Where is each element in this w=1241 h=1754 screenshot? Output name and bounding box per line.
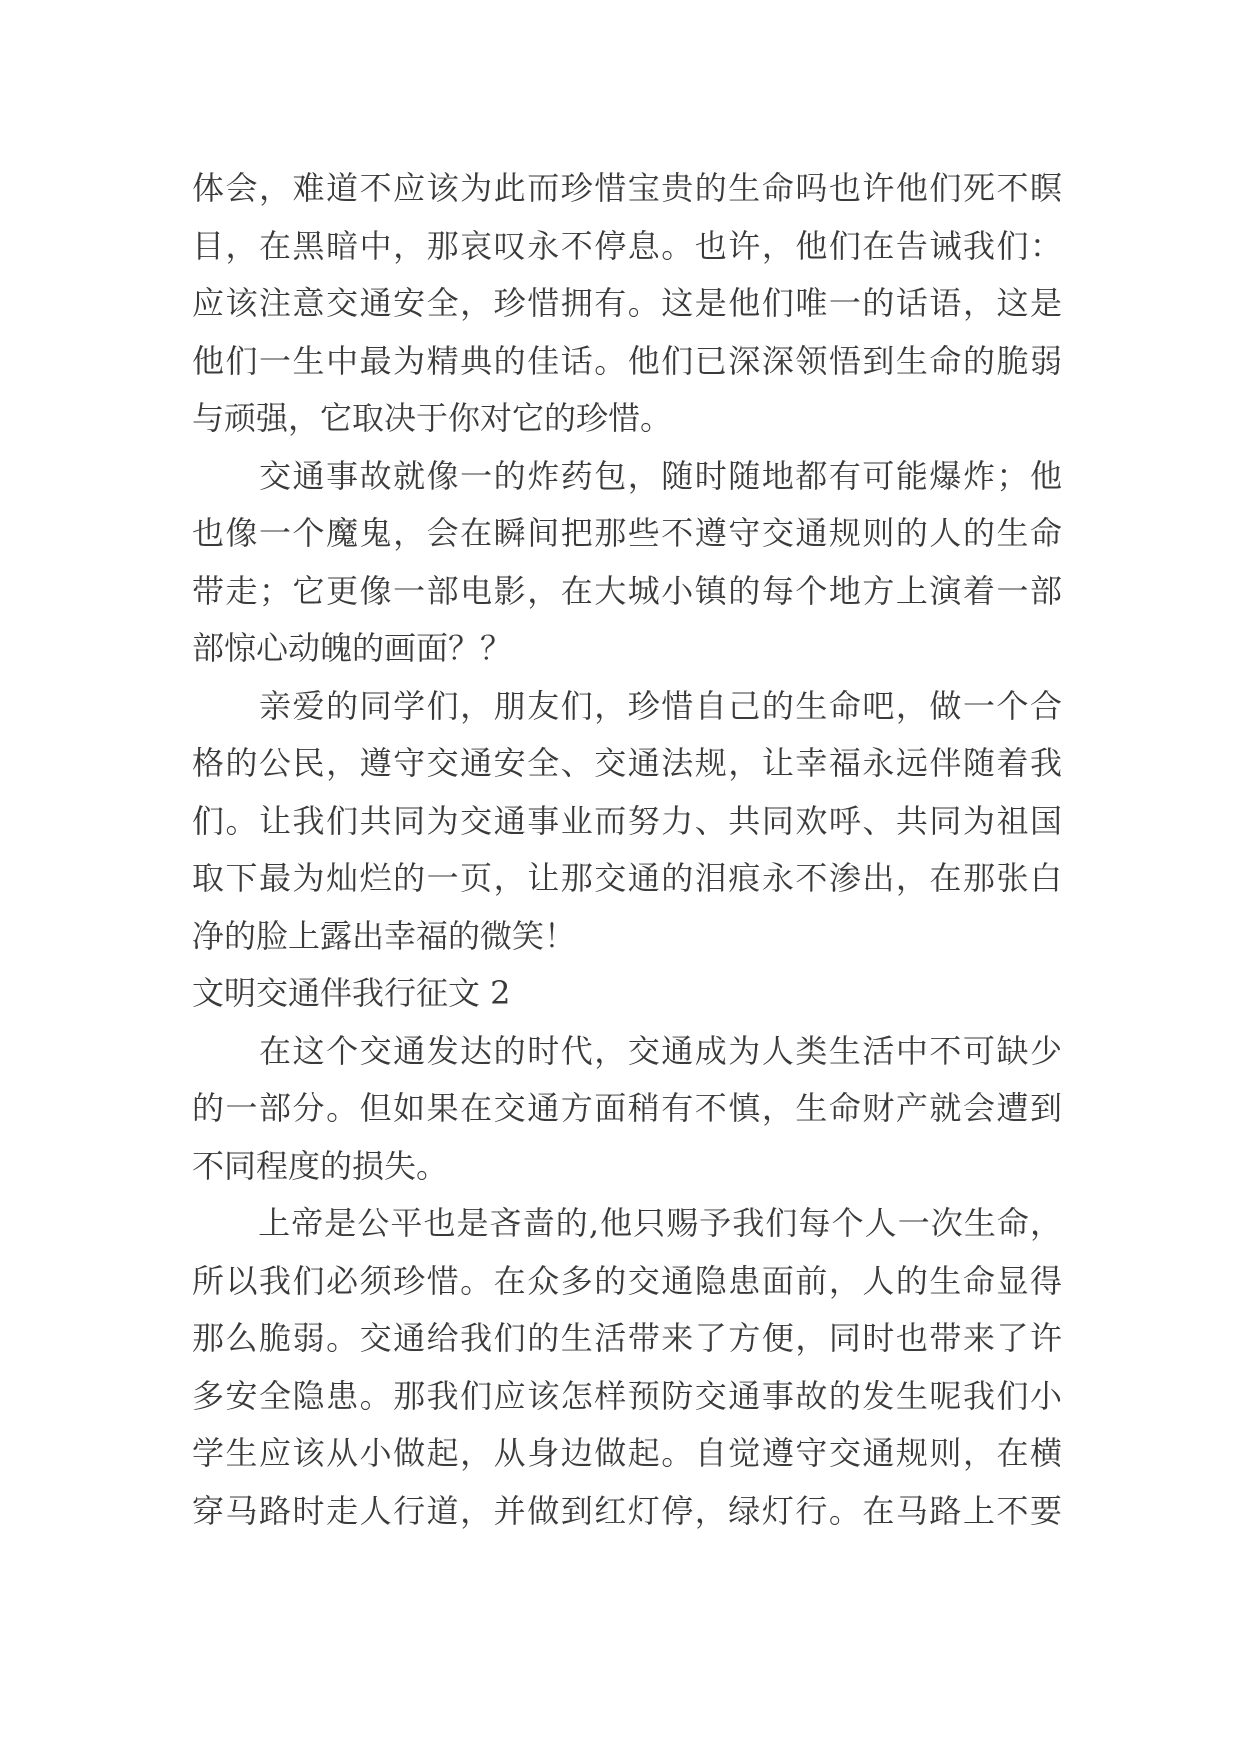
section-heading: 文明交通伴我行征文 2 [192, 974, 511, 1012]
text-line: 也像一个魔鬼，会在瞬间把那些不遵守交通规则的人的生命 [192, 514, 1062, 552]
text-line: 取下最为灿烂的一页，让那交通的泪痕永不渗出，在那张白 [192, 859, 1062, 897]
text-line: 体会，难道不应该为此而珍惜宝贵的生命吗也许他们死不瞑 [192, 169, 1062, 207]
text-line: 多安全隐患。那我们应该怎样预防交通事故的发生呢我们小 [192, 1376, 1062, 1415]
document-body [192, 160, 1062, 1540]
text-line: 亲爱的同学们，朋友们，珍惜自己的生命吧，做一个合 [192, 686, 1062, 725]
text-line: 部惊心动魄的画面？？ [192, 629, 513, 667]
text-line: 不同程度的损失。 [192, 1146, 449, 1185]
text-line: 那么脆弱。交通给我们的生活带来了方便，同时也带来了许 [192, 1319, 1062, 1357]
text-line: 带走；它更像一部电影，在大城小镇的每个地方上演着一部 [192, 571, 1062, 610]
text-line: 格的公民，遵守交通安全、交通法规，让幸福永远伴随着我 [192, 744, 1062, 782]
text-line: 穿马路时走人行道，并做到红灯停，绿灯行。在马路上不要 [192, 1491, 1062, 1530]
text-line: 他们一生中最为精典的佳话。他们已深深领悟到生命的脆弱 [192, 341, 1062, 380]
text-line: 与顽强，它取决于你对它的珍惜。 [192, 399, 673, 437]
text-line: 学生应该从小做起，从身边做起。自觉遵守交通规则，在横 [192, 1434, 1062, 1472]
text-line: 应该注意交通安全，珍惜拥有。这是他们唯一的话语，这是 [192, 284, 1062, 322]
text-line: 交通事故就像一的炸药包，随时随地都有可能爆炸；他 [192, 456, 1062, 495]
text-line: 们。让我们共同为交通事业而努力、共同欢呼、共同为祖国 [192, 801, 1062, 840]
text-line: 上帝是公平也是吝啬的,他只赐予我们每个人一次生命， [192, 1204, 1062, 1242]
text-line: 净的脸上露出幸福的微笑！ [192, 916, 577, 955]
text-line: 的一部分。但如果在交通方面稍有不慎，生命财产就会遭到 [192, 1089, 1062, 1127]
text-line: 目，在黑暗中，那哀叹永不停息。也许，他们在告诫我们： [192, 226, 1062, 265]
text-line: 所以我们必须珍惜。在众多的交通隐患面前，人的生命显得 [192, 1261, 1062, 1300]
text-line: 在这个交通发达的时代，交通成为人类生活中不可缺少 [192, 1031, 1062, 1070]
